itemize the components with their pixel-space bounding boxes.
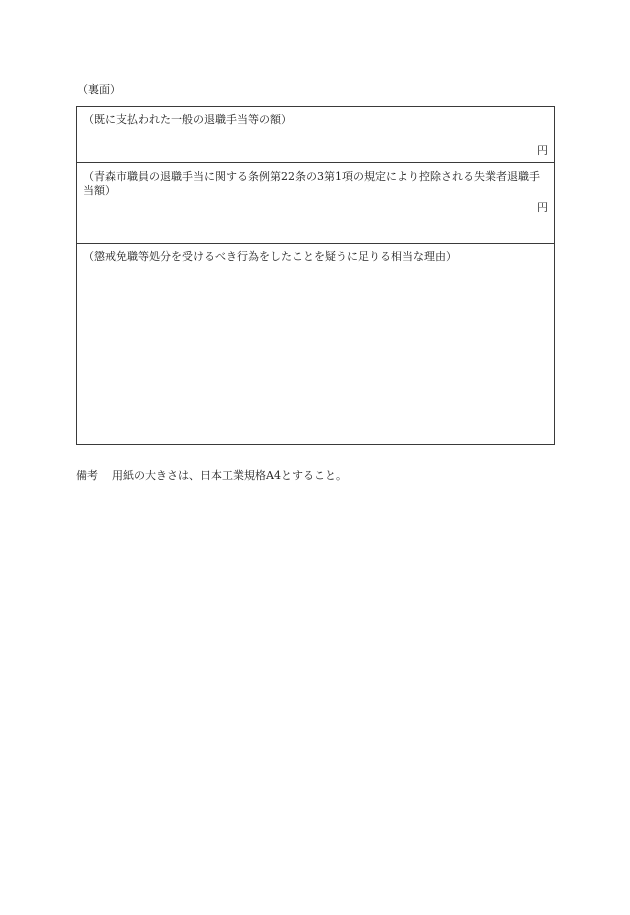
remark-text: 用紙の大きさは、日本工業規格A4とすること。: [112, 469, 347, 482]
form-table: [76, 106, 555, 445]
unemployment-allowance-deduction-section: [77, 162, 554, 243]
paid-retirement-allowance-section: [77, 107, 554, 162]
paid-retirement-allowance-label: （既に支払われた一般の退職手当等の額）: [83, 113, 292, 126]
unemployment-allowance-deduction-label: （青森市職員の退職手当に関する条例第22条の3第1項の規定により控除される失業者退職手当額）: [83, 170, 540, 197]
disciplinary-reason-label: （懲戒免職等処分を受けるべき行為をしたことを疑うに足りる相当な理由）: [83, 250, 457, 263]
yen-unit-label: 円: [537, 144, 548, 157]
remark-heading: 備考: [76, 469, 98, 482]
yen-unit-label: 円: [537, 201, 548, 214]
page-side-label: （裏面）: [77, 83, 121, 96]
disciplinary-reason-section: [77, 243, 554, 445]
remark-note: [76, 469, 347, 483]
